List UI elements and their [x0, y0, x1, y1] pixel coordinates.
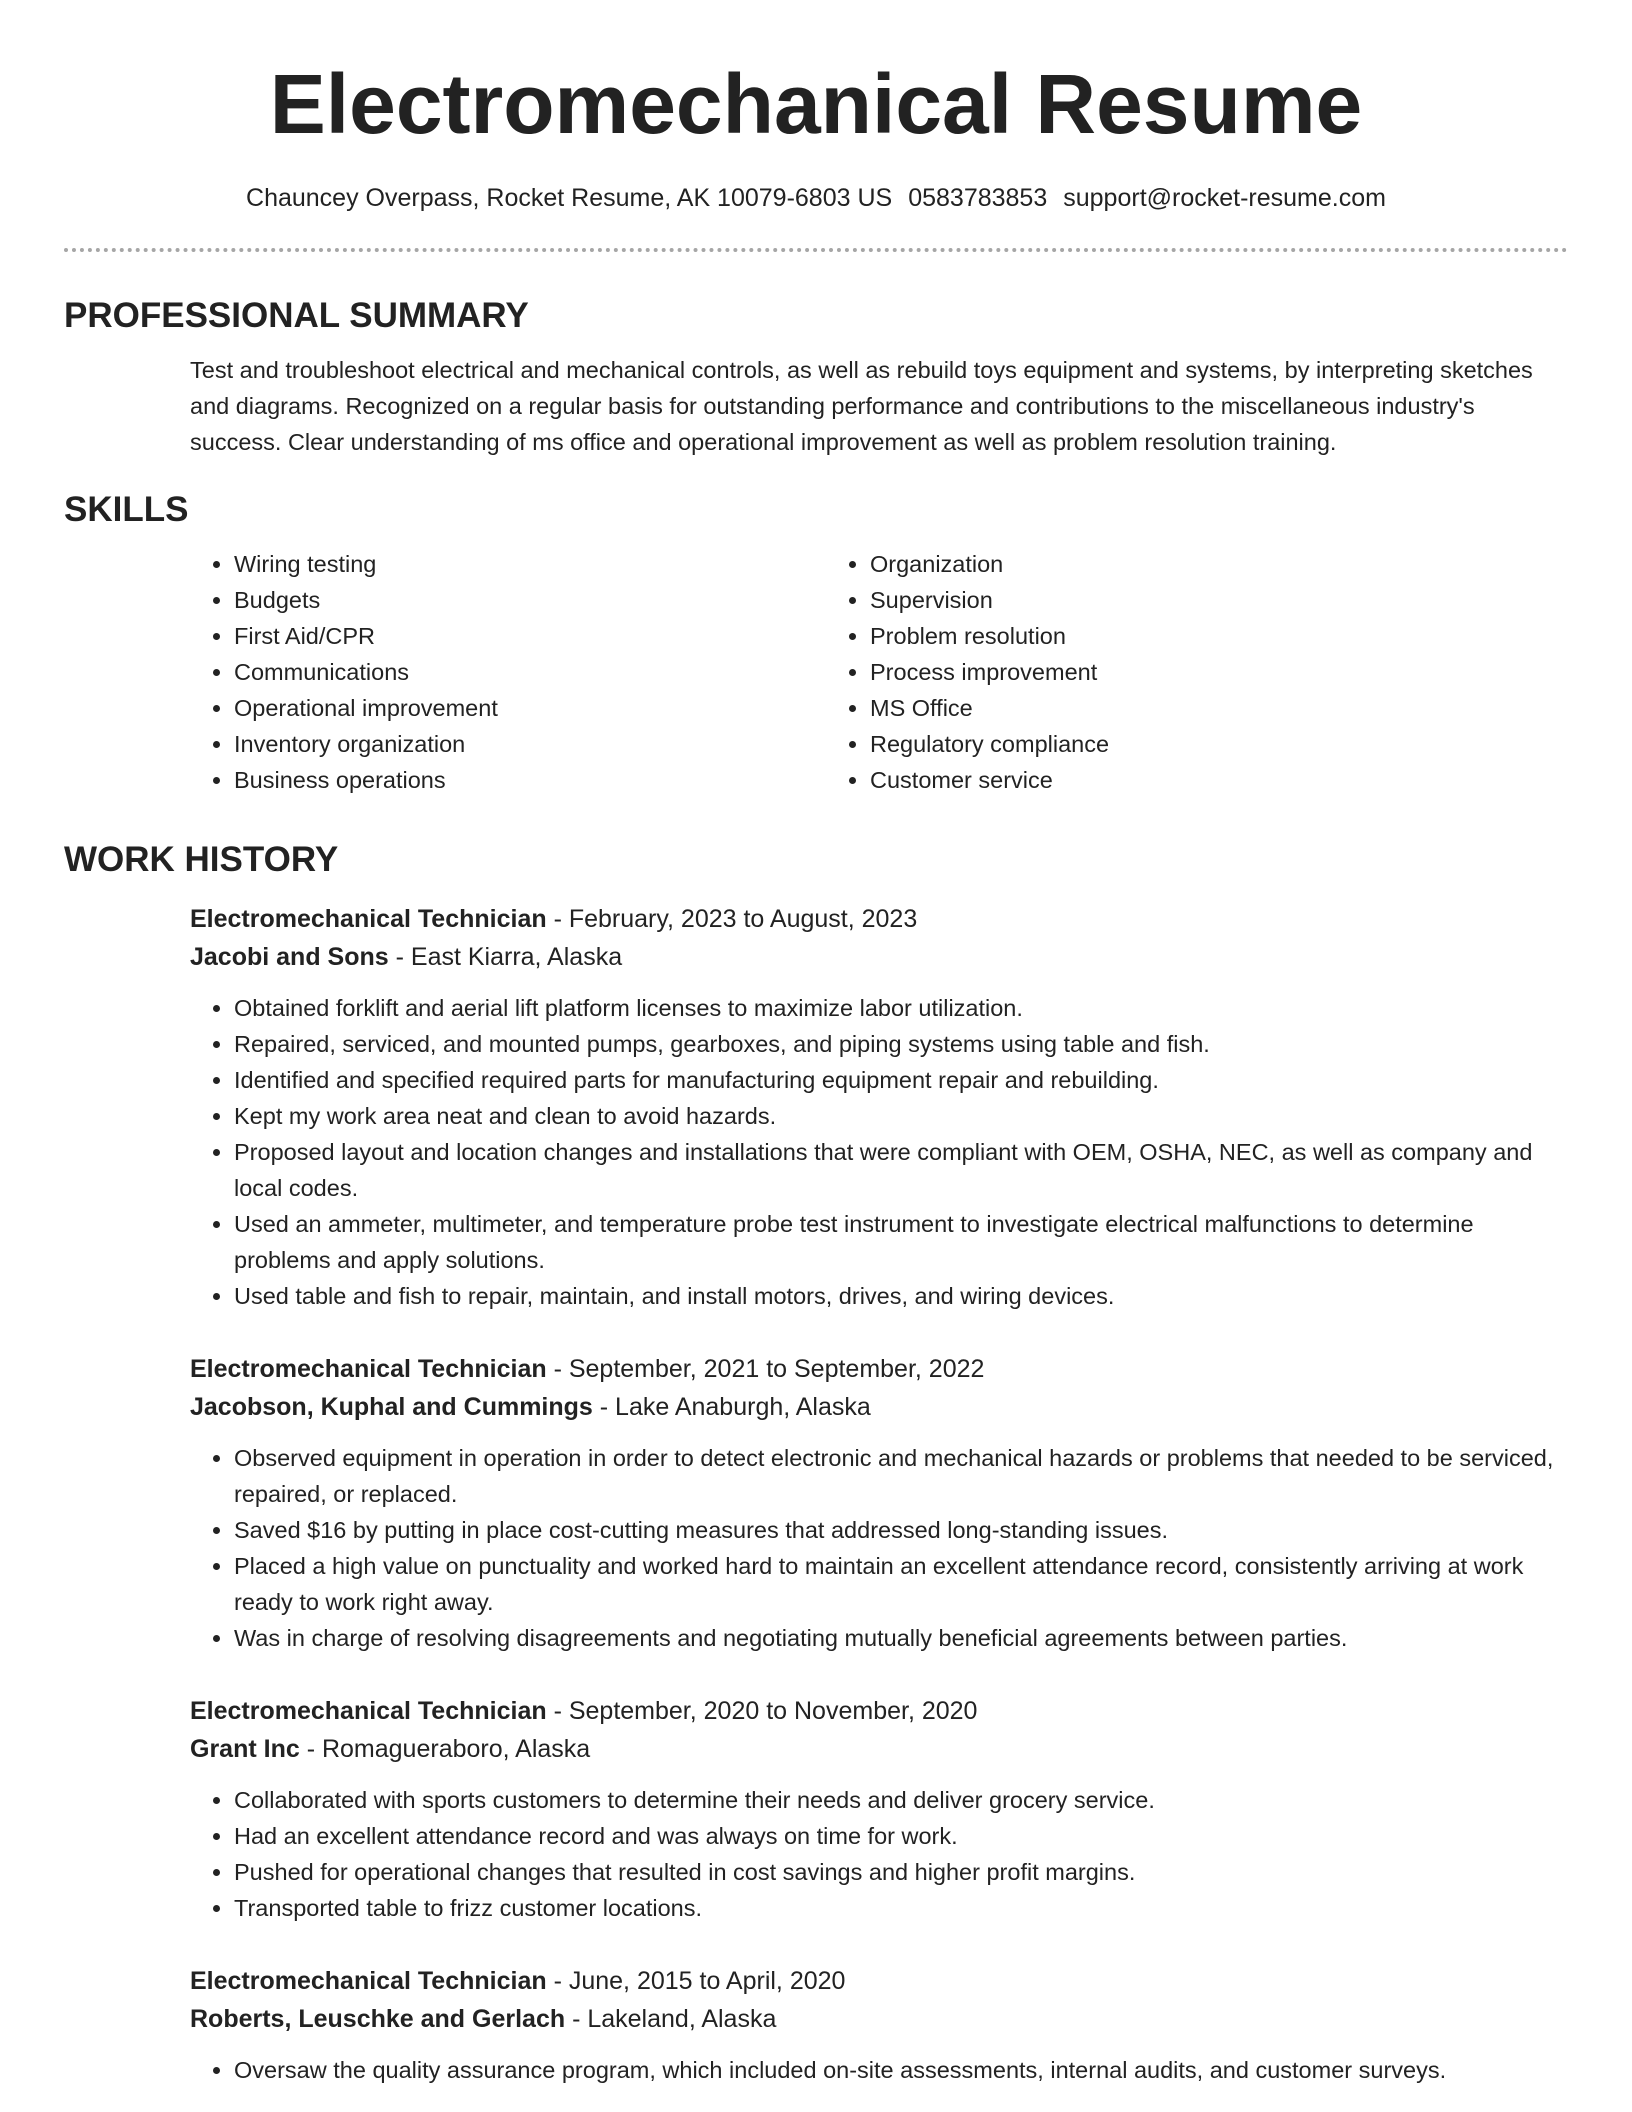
skill-item: • Inventory organization [234, 726, 826, 762]
skills-list [190, 546, 1568, 798]
job-company-line [190, 1388, 1568, 1426]
job-entry [190, 1962, 1568, 2088]
job-entry [190, 900, 1568, 1314]
job-bullet: • Saved $16 by putting in place cost-cutting measures that addressed long-standing issues. [234, 1512, 1568, 1548]
job-title: Electromechanical Technician [190, 1697, 547, 1725]
job-bullet: • Oversaw the quality assurance program, which included on-site assessments, internal audits, and customer surveys. [234, 2052, 1568, 2088]
header-divider [64, 248, 1568, 252]
job-bullet: • Had an excellent attendance record and was always on time for work. [234, 1818, 1568, 1854]
job-company: Jacobi and Sons [190, 943, 389, 971]
skill-item: • Problem resolution [870, 618, 1568, 654]
job-bullet: • Transported table to frizz customer locations. [234, 1890, 1568, 1926]
resume-title: Electromechanical Resume [269, 57, 1363, 151]
contact-line [64, 182, 1568, 214]
skill-item: • Organization [870, 546, 1568, 582]
job-bullet: • Placed a high value on punctuality and worked hard to maintain an excellent attendance record, consistently arriving at work ready to work right away. [234, 1548, 1568, 1620]
job-bullet: • Was in charge of resolving disagreements and negotiating mutually beneficial agreements between parties. [234, 1620, 1568, 1656]
job-dates: - February, 2023 to August, 2023 [546, 905, 918, 933]
job-title-line [190, 1350, 1568, 1388]
job-bullets [190, 2052, 1568, 2088]
skill-item: • Communications [234, 654, 826, 690]
job-title-line [190, 900, 1568, 938]
job-bullet: • Obtained forklift and aerial lift platform licenses to maximize labor utilization. [234, 990, 1568, 1026]
job-location: - Romagueraboro, Alaska [299, 1735, 591, 1763]
job-title-line [190, 1692, 1568, 1730]
skill-item: • Operational improvement [234, 690, 826, 726]
job-title: Electromechanical Technician [190, 905, 547, 933]
job-title-line [190, 1962, 1568, 2000]
skills-column-right [826, 546, 1568, 798]
job-location: - Lakeland, Alaska [565, 2005, 777, 2033]
job-location: - East Kiarra, Alaska [388, 943, 623, 971]
summary-text: Test and troubleshoot electrical and mechanical controls, as well as rebuild toys equipment and systems, by interpreting sketches and diagrams. Recognized on a regular basis for outstanding performance and contributions to the miscellaneous industry's success. Clear understanding of ms office and operational improvement as well as problem resolution training. [190, 357, 1533, 455]
work-history-heading: WORK HISTORY [64, 840, 339, 879]
job-bullets [190, 1782, 1568, 1926]
job-dates: - September, 2020 to November, 2020 [546, 1697, 978, 1725]
job-bullets [190, 990, 1568, 1314]
job-bullet: • Pushed for operational changes that resulted in cost savings and higher profit margins. [234, 1854, 1568, 1890]
job-bullet: • Used table and fish to repair, maintain, and install motors, drives, and wiring devices. [234, 1278, 1568, 1314]
job-dates: - June, 2015 to April, 2020 [546, 1967, 846, 1995]
skill-item: • Supervision [870, 582, 1568, 618]
job-bullet: • Identified and specified required parts for manufacturing equipment repair and rebuilding. [234, 1062, 1568, 1098]
job-bullet: • Repaired, serviced, and mounted pumps, gearboxes, and piping systems using table and fish. [234, 1026, 1568, 1062]
skill-item: • Regulatory compliance [870, 726, 1568, 762]
summary-heading: PROFESSIONAL SUMMARY [64, 296, 529, 335]
job-company-line [190, 2000, 1568, 2038]
job-title: Electromechanical Technician [190, 1967, 547, 1995]
job-bullet: • Observed equipment in operation in order to detect electronic and mechanical hazards or problems that needed to be serviced, repaired, or replaced. [234, 1440, 1568, 1512]
skill-item: • Customer service [870, 762, 1568, 798]
job-entry [190, 1692, 1568, 1926]
job-bullet: • Kept my work area neat and clean to avoid hazards. [234, 1098, 1568, 1134]
job-company: Grant Inc [190, 1735, 300, 1763]
job-title: Electromechanical Technician [190, 1355, 547, 1383]
job-location: - Lake Anaburgh, Alaska [592, 1393, 871, 1421]
job-company-line [190, 1730, 1568, 1768]
contact-address: Chauncey Overpass, Rocket Resume, AK 10079-6803 US [246, 184, 893, 212]
skill-item: • Budgets [234, 582, 826, 618]
job-bullet: • Used an ammeter, multimeter, and temperature probe test instrument to investigate electrical malfunctions to determine problems and apply solutions. [234, 1206, 1568, 1278]
skill-item: • MS Office [870, 690, 1568, 726]
skill-item: • Wiring testing [234, 546, 826, 582]
skill-item: • Business operations [234, 762, 826, 798]
job-bullet: • Collaborated with sports customers to determine their needs and deliver grocery service. [234, 1782, 1568, 1818]
skills-column-left [190, 546, 826, 798]
job-company: Roberts, Leuschke and Gerlach [190, 2005, 566, 2033]
job-bullet: • Proposed layout and location changes and installations that were compliant with OEM, OSHA, NEC, as well as company and local codes. [234, 1134, 1568, 1206]
job-company-line [190, 938, 1568, 976]
skill-item: • First Aid/CPR [234, 618, 826, 654]
contact-email: support@rocket-resume.com [1063, 184, 1386, 212]
job-bullets [190, 1440, 1568, 1656]
contact-phone: 0583783853 [908, 184, 1048, 212]
skill-item: • Process improvement [870, 654, 1568, 690]
job-company: Jacobson, Kuphal and Cummings [190, 1393, 593, 1421]
skills-heading: SKILLS [64, 490, 189, 529]
job-entry [190, 1350, 1568, 1656]
job-dates: - September, 2021 to September, 2022 [546, 1355, 985, 1383]
